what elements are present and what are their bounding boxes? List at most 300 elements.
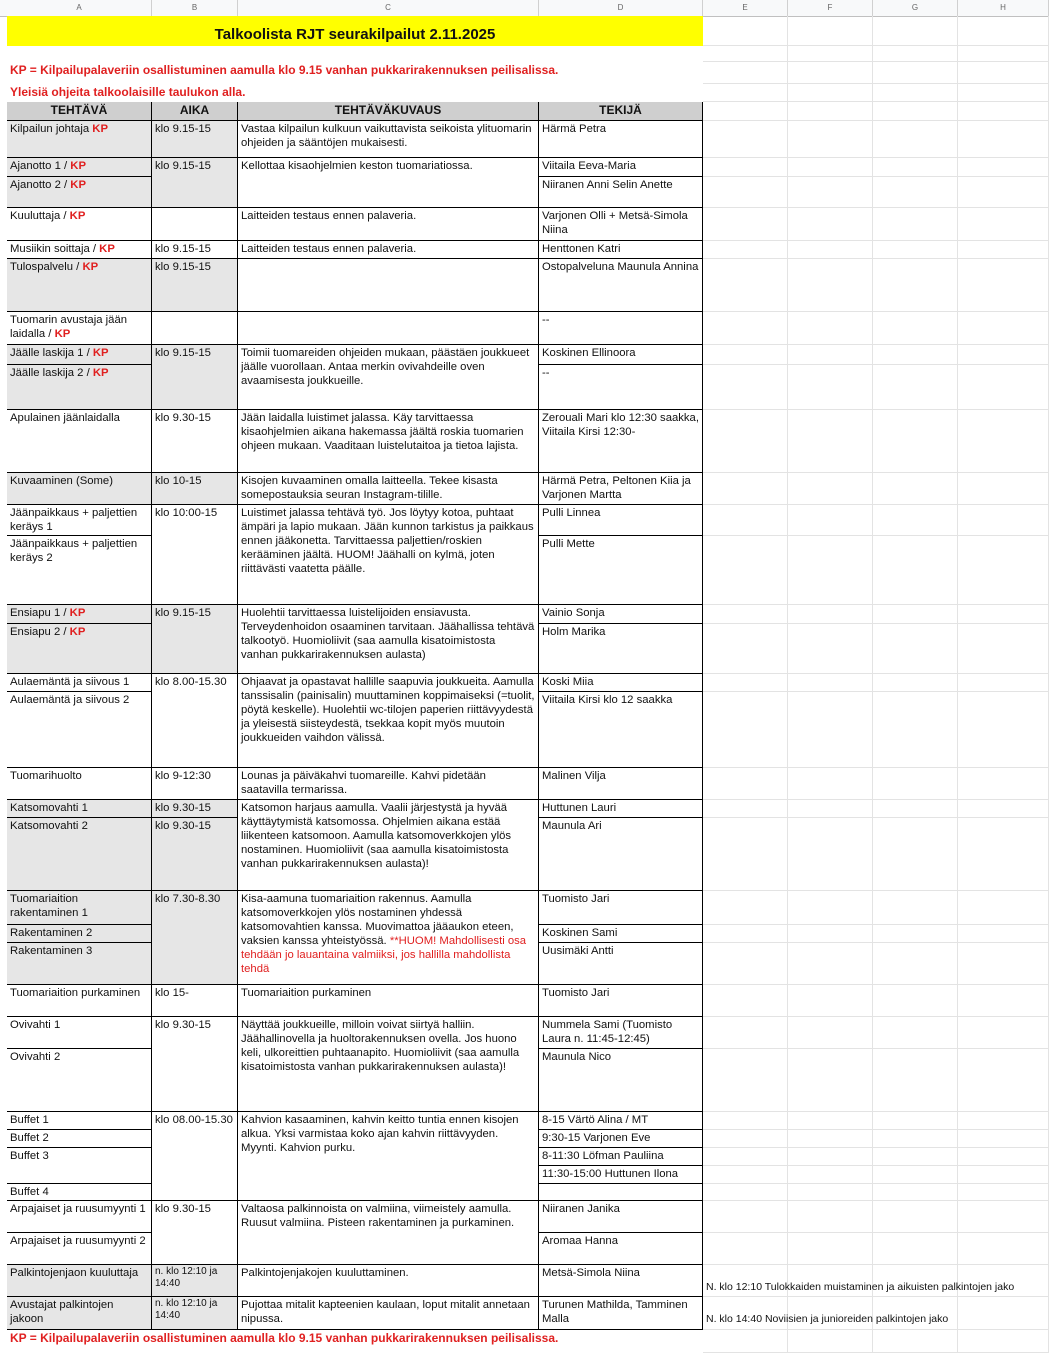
task-cell [7, 1233, 152, 1265]
empty-cell [958, 925, 1049, 943]
empty-cell [873, 46, 958, 62]
empty-cell [873, 674, 958, 692]
description-cell: Vastaa kilpailun kulkuun vaikuttavista seikoista ylituomarin ohjeiden ja sääntöjen mukaisesti. [238, 121, 539, 158]
doer-cell: Varjonen Olli + Metsä-Simola Niina [539, 208, 703, 241]
task-cell [7, 241, 152, 259]
task-name: Buffet 4 [10, 1186, 49, 1198]
empty-cell [788, 505, 873, 536]
empty-cell [958, 624, 1049, 674]
task-cell [7, 177, 152, 208]
doer-cell: 8-15 Värtö Alina / MT [539, 1112, 703, 1130]
empty-cell [788, 692, 873, 768]
kp-marker: KP [92, 367, 109, 379]
task-name: Ajanotto 2 / [10, 179, 68, 191]
description-cell: Jään laidalla luistimet jalassa. Käy tarvittaessa kisaohjelmien aikana hakemassa jäältä roskia tuomarien ohjeen mukaan. Vaaditaan luistelutaitoa ja tietoa lajista. [238, 410, 539, 473]
empty-cell [958, 1184, 1049, 1201]
empty-cell [788, 943, 873, 985]
doer-cell: -- [539, 312, 703, 345]
empty-cell [703, 1166, 788, 1184]
time-cell: klo 9.15-15 [152, 158, 238, 208]
empty-cell [788, 624, 873, 674]
task-cell [7, 345, 152, 365]
empty-cell [788, 818, 873, 891]
empty-cell [788, 1233, 873, 1265]
empty-cell [958, 410, 1049, 473]
empty-cell [958, 102, 1049, 121]
task-name: Rakentaminen 2 [10, 927, 93, 939]
column-header-a[interactable]: A [7, 0, 152, 16]
kp-marker: KP [92, 123, 108, 135]
doer-cell: Pulli Mette [539, 536, 703, 605]
doer-cell: 11:30-15:00 Huttunen Ilona [539, 1166, 703, 1184]
time-cell: klo 15- [152, 985, 238, 1017]
empty-cell [958, 121, 1049, 158]
empty-cell [958, 1112, 1049, 1130]
time-cell: klo 7.30-8.30 [152, 891, 238, 985]
time-cell: n. klo 12:10 ja 14:40 [152, 1265, 238, 1297]
doer-cell: Tuomisto Jari [539, 985, 703, 1017]
empty-cell [703, 102, 788, 121]
task-cell [7, 624, 152, 674]
kp-notice-top: KP = Kilpailupalaveriin osallistuminen aamulla klo 9.15 vanhan pukkarirakennuksen peilisalissa. [10, 63, 559, 77]
kp-marker: KP [69, 210, 86, 222]
doer-cell: 8-11:30 Löfman Pauliina [539, 1148, 703, 1166]
empty-cell [873, 177, 958, 208]
description-cell: Kisojen kuvaaminen omalla laitteella. Tekee kisasta somepostauksia seuran Instagram-tilille. [238, 473, 539, 505]
empty-cell [703, 1184, 788, 1201]
empty-cell [788, 1130, 873, 1148]
column-header-h[interactable]: H [958, 0, 1049, 16]
empty-cell [873, 1201, 958, 1233]
empty-cell [703, 259, 788, 312]
empty-cell [788, 16, 873, 46]
task-name: Ajanotto 1 / [10, 160, 68, 172]
empty-cell [703, 158, 788, 177]
empty-cell [703, 800, 788, 818]
empty-cell [958, 62, 1049, 84]
doer-cell: -- [539, 365, 703, 410]
time-cell: klo 9.30-15 [152, 818, 238, 891]
empty-cell [958, 177, 1049, 208]
task-cell [7, 312, 152, 345]
empty-cell [703, 624, 788, 674]
empty-cell [788, 62, 873, 84]
column-header-d[interactable]: D [539, 0, 703, 16]
empty-cell [958, 312, 1049, 345]
empty-cell [958, 1148, 1049, 1166]
column-header-c[interactable]: C [238, 0, 539, 16]
empty-cell [958, 674, 1049, 692]
doer-cell: Pulli Linnea [539, 505, 703, 536]
task-name: Aulaemäntä ja siivous 2 [10, 694, 130, 706]
time-cell: klo 10:00-15 [152, 505, 238, 605]
time-cell: klo 9.30-15 [152, 1201, 238, 1265]
empty-cell [958, 800, 1049, 818]
empty-cell [873, 345, 958, 365]
doer-cell [539, 1184, 703, 1201]
task-cell [7, 410, 152, 473]
empty-cell [873, 84, 958, 102]
empty-cell [788, 1148, 873, 1166]
empty-cell [958, 345, 1049, 365]
task-cell [7, 208, 152, 241]
task-cell [7, 943, 152, 985]
task-cell [7, 259, 152, 312]
empty-cell [703, 985, 788, 1017]
empty-cell [873, 1130, 958, 1148]
empty-cell [703, 692, 788, 768]
empty-cell [703, 536, 788, 605]
empty-cell [788, 891, 873, 925]
header-doer: TEKIJÄ [539, 102, 703, 121]
empty-cell [788, 473, 873, 505]
empty-cell [873, 1112, 958, 1130]
time-cell: klo 9-12:30 [152, 768, 238, 800]
empty-cell [958, 505, 1049, 536]
empty-cell [788, 208, 873, 241]
time-cell [152, 312, 238, 345]
doer-cell: Vainio Sonja [539, 605, 703, 624]
doer-cell: Huttunen Lauri [539, 800, 703, 818]
empty-cell [788, 177, 873, 208]
kp-marker: KP [54, 328, 71, 340]
empty-cell [873, 1049, 958, 1112]
doer-cell: 9:30-15 Varjonen Eve [539, 1130, 703, 1148]
task-name: Katsomovahti 2 [10, 820, 88, 832]
empty-cell [873, 102, 958, 121]
empty-cell [873, 1166, 958, 1184]
description-cell: Laitteiden testaus ennen palaveria. [238, 241, 539, 259]
empty-cell [703, 925, 788, 943]
description-cell: Laitteiden testaus ennen palaveria. [238, 208, 539, 241]
doer-cell: Aromaa Hanna [539, 1233, 703, 1265]
header-time: AIKA [152, 102, 238, 121]
task-name: Buffet 2 [10, 1132, 49, 1144]
task-cell [7, 1112, 152, 1130]
empty-cell [703, 605, 788, 624]
empty-cell [873, 1148, 958, 1166]
empty-cell [958, 1130, 1049, 1148]
doer-cell: Metsä-Simola Niina [539, 1265, 703, 1297]
empty-cell [958, 605, 1049, 624]
column-header-b[interactable]: B [152, 0, 238, 16]
empty-cell [958, 259, 1049, 312]
empty-cell [873, 208, 958, 241]
description-cell: Katsomon harjaus aamulla. Vaalii järjestystä ja hyvää käyttäytymistä katsomossa. Ohjelmien aikana estää liikenteen katsomoon. Aamulla katsomoverkkojen ylös nostaminen. Huomioliivit (saa aamulla kisatoimistosta vanhan pukkarirakennuksen aulasta)! [238, 800, 539, 891]
empty-cell [873, 818, 958, 891]
empty-cell [703, 891, 788, 925]
empty-cell [703, 1233, 788, 1265]
empty-cell [788, 1112, 873, 1130]
task-name: Tuomarin avustaja jään laidalla / [10, 314, 128, 340]
task-name: Jäälle laskija 1 / [10, 347, 90, 359]
task-name: Rakentaminen 3 [10, 945, 93, 957]
task-cell [7, 925, 152, 943]
description-cell: Pujottaa mitalit kapteenien kaulaan, loput mitalit annetaan nipussa. [238, 1297, 539, 1330]
time-cell: klo 9.30-15 [152, 410, 238, 473]
time-cell: klo 9.15-15 [152, 259, 238, 312]
task-cell [7, 1201, 152, 1233]
task-cell [7, 1297, 152, 1330]
empty-cell [703, 1330, 788, 1353]
task-cell [7, 1130, 152, 1148]
doer-cell: Tuomisto Jari [539, 891, 703, 925]
task-cell [7, 674, 152, 692]
empty-cell [788, 46, 873, 62]
kp-marker: KP [92, 347, 109, 359]
empty-cell [703, 768, 788, 800]
task-cell [7, 800, 152, 818]
empty-cell [703, 46, 788, 62]
empty-cell [873, 62, 958, 84]
task-name: Katsomovahti 1 [10, 802, 88, 814]
task-cell [7, 1148, 152, 1184]
empty-cell [703, 121, 788, 158]
red-warning-note: **HUOM! Mahdollisesti osa tehdään jo lauantaina valmiiksi, jos hallilla mahdollista tehdä [241, 935, 527, 975]
empty-cell [703, 1112, 788, 1130]
time-cell: klo 8.00-15.30 [152, 674, 238, 768]
task-cell [7, 536, 152, 605]
task-cell [7, 891, 152, 925]
description-cell: Palkintojenjakojen kuuluttaminen. [238, 1265, 539, 1297]
page-title: Talkoolista RJT seurakilpailut 2.11.2025 [7, 16, 703, 46]
kp-marker: KP [99, 243, 115, 255]
description-cell: Kellottaa kisaohjelmien keston tuomariatiossa. [238, 158, 539, 208]
header-task: TEHTÄVÄ [7, 102, 152, 121]
task-name: Musiikin soittaja / [10, 243, 97, 255]
task-name: Avustajat palkintojen jakoon [10, 1299, 114, 1325]
empty-cell [958, 473, 1049, 505]
time-cell: klo 9.30-15 [152, 800, 238, 818]
empty-cell [788, 410, 873, 473]
empty-cell [788, 1049, 873, 1112]
task-cell [7, 692, 152, 768]
doer-cell: Zerouali Mari klo 12:30 saakka, Viitaila Kirsi 12:30- [539, 410, 703, 473]
empty-cell [958, 84, 1049, 102]
kp-marker: KP [70, 179, 86, 191]
task-name: Kuvaaminen (Some) [10, 475, 113, 487]
empty-cell [703, 241, 788, 259]
empty-cell [958, 1330, 1049, 1353]
empty-cell [958, 818, 1049, 891]
empty-cell [788, 259, 873, 312]
empty-cell [958, 1017, 1049, 1049]
doer-cell: Ostopalveluna Maunula Annina [539, 259, 703, 312]
empty-cell [788, 158, 873, 177]
column-header-f[interactable]: F [788, 0, 873, 16]
empty-cell [703, 410, 788, 473]
description-cell: Luistimet jalassa tehtävä työ. Jos löytyy kotoa, puhtaat ämpäri ja lapio mukaan. Jään kunnon tarkistus ja paikkaus ennen jääkonetta. Tarvittaessa paljettien/roskien kerääminen jäältä. HUOM! Jäähalli on kylmä, joten riittävästi vaatetta päälle. [238, 505, 539, 605]
empty-cell [873, 16, 958, 46]
empty-cell [958, 1201, 1049, 1233]
empty-cell [873, 605, 958, 624]
time-cell: klo 9.15-15 [152, 121, 238, 158]
doer-cell: Härmä Petra [539, 121, 703, 158]
empty-cell [703, 16, 788, 46]
empty-cell [873, 505, 958, 536]
description-cell: Valtaosa palkinnoista on valmiina, viimeistely aamulla. Ruusut valmiina. Pisteen rakentaminen ja purkaminen. [238, 1201, 539, 1265]
task-name: Tuomariaition rakentaminen 1 [10, 893, 88, 919]
doer-cell: Maunula Ari [539, 818, 703, 891]
task-name: Kuuluttaja / [10, 210, 67, 222]
task-name: Buffet 3 [10, 1150, 49, 1162]
time-cell: klo 10-15 [152, 473, 238, 505]
empty-cell [703, 505, 788, 536]
empty-cell [873, 1184, 958, 1201]
time-cell: klo 08.00-15.30 [152, 1112, 238, 1201]
description-cell: Lounas ja päiväkahvi tuomareille. Kahvi pidetään saatavilla termarissa. [238, 768, 539, 800]
empty-cell [873, 259, 958, 312]
empty-cell [873, 768, 958, 800]
kp-marker: KP [70, 160, 86, 172]
empty-cell [958, 241, 1049, 259]
doer-cell: Koskinen Ellinoora [539, 345, 703, 365]
column-header-e[interactable]: E [703, 0, 788, 16]
time-cell: klo 9.15-15 [152, 241, 238, 259]
task-cell [7, 985, 152, 1017]
empty-cell [703, 1130, 788, 1148]
doer-cell: Niiranen Janika [539, 1201, 703, 1233]
kp-marker: KP [69, 626, 86, 638]
doer-cell: Niiranen Anni Selin Anette [539, 177, 703, 208]
empty-cell [703, 473, 788, 505]
doer-cell: Holm Marika [539, 624, 703, 674]
time-cell: n. klo 12:10 ja 14:40 [152, 1297, 238, 1330]
empty-cell [958, 1166, 1049, 1184]
empty-cell [788, 84, 873, 102]
time-cell [152, 208, 238, 241]
task-name: Apulainen jäänlaidalla [10, 412, 120, 424]
task-cell [7, 818, 152, 891]
empty-cell [703, 312, 788, 345]
empty-cell [788, 925, 873, 943]
task-name: Kilpailun johtaja [10, 123, 90, 135]
empty-cell [788, 312, 873, 345]
kp-marker: KP [82, 261, 99, 273]
empty-cell [873, 624, 958, 674]
kp-notice-bottom: KP = Kilpailupalaveriin osallistuminen aamulla klo 9.15 vanhan pukkarirakennuksen peilisalissa. [10, 1331, 559, 1345]
task-cell [7, 1049, 152, 1112]
empty-cell [703, 62, 788, 84]
empty-cell [958, 768, 1049, 800]
empty-cell [958, 1233, 1049, 1265]
empty-cell [873, 692, 958, 768]
task-cell [7, 158, 152, 177]
task-name: Ensiapu 2 / [10, 626, 67, 638]
empty-cell [788, 768, 873, 800]
task-name: Tulospalvelu / [10, 261, 80, 273]
side-note-2: N. klo 14:40 Noviisien ja junioreiden palkintojen jako [706, 1313, 949, 1325]
empty-cell [703, 1148, 788, 1166]
description-cell: Ohjaavat ja opastavat hallille saapuvia joukkueita. Aamulla tanssisalin (painisalin) muuttaminen koppimaiseksi (=tuolit, pöytä keskelle). Huolehtii wc-tilojen paperien riittävyydestä ja yleisestä siisteydestä, tsekkaa kopit myös muutoin joukkueiden vaihdon välissä. [238, 674, 539, 768]
empty-cell [873, 121, 958, 158]
empty-cell [788, 674, 873, 692]
task-cell [7, 473, 152, 505]
doer-cell: Henttonen Katri [539, 241, 703, 259]
doer-cell: Uusimäki Antti [539, 943, 703, 985]
empty-cell [703, 365, 788, 410]
empty-cell [788, 800, 873, 818]
task-cell [7, 768, 152, 800]
empty-cell [873, 1017, 958, 1049]
empty-cell [788, 102, 873, 121]
empty-cell [873, 985, 958, 1017]
empty-cell [873, 312, 958, 345]
empty-cell [873, 943, 958, 985]
task-cell [7, 605, 152, 624]
empty-cell [873, 800, 958, 818]
doer-cell: Viitaila Kirsi klo 12 saakka [539, 692, 703, 768]
empty-cell [958, 536, 1049, 605]
task-name: Jäänpaikkaus + paljettien keräys 2 [10, 538, 138, 564]
description-cell: Kahvion kasaaminen, kahvin keitto tuntia ennen kisojen alkua. Yksi varmistaa koko ajan kahvin riittävyyden. Myynti. Kahvion purku. [238, 1112, 539, 1201]
empty-cell [958, 208, 1049, 241]
empty-cell [873, 1330, 958, 1353]
task-name: Jäälle laskija 2 / [10, 367, 90, 379]
empty-cell [788, 1201, 873, 1233]
description-cell: Näyttää joukkueille, milloin voivat siirtyä halliin. Jäähallinovella ja huoltorakennuksen ovella. Jos huono keli, ulkoreittien puhtaanapito. Huomioliivit (saa aamulla kisatoimistosta vanhan pukkarirakennuksen aulasta)! [238, 1017, 539, 1112]
description-cell [238, 259, 539, 312]
empty-cell [958, 46, 1049, 62]
doer-cell: Viitaila Eeva-Maria [539, 158, 703, 177]
doer-cell: Turunen Mathilda, Tamminen Malla [539, 1297, 703, 1330]
empty-cell [873, 473, 958, 505]
empty-cell [873, 891, 958, 925]
doer-cell: Maunula Nico [539, 1049, 703, 1112]
task-cell [7, 1017, 152, 1049]
description-cell [238, 312, 539, 345]
empty-cell [788, 365, 873, 410]
empty-cell [958, 985, 1049, 1017]
empty-cell [873, 536, 958, 605]
task-name: Jäänpaikkaus + paljettien keräys 1 [10, 507, 138, 533]
empty-cell [873, 1233, 958, 1265]
empty-cell [873, 365, 958, 410]
empty-cell [703, 818, 788, 891]
task-name: Aulaemäntä ja siivous 1 [10, 676, 130, 688]
column-header-g[interactable]: G [873, 0, 958, 16]
description-cell: Kisa-aamuna tuomariaition rakennus. Aamulla katsomoverkkojen ylös nostaminen yhdessä katsomovahtien kanssa. Muovimattoa jääaukon eteen, vaksien kanssa yhteistyössä. **HUOM! Mahdollisesti osa tehdään jo lauantaina valmiiksi, jos hallilla mahdollista tehdä [238, 891, 539, 985]
task-name: Palkintojenjaon kuuluttaja [10, 1267, 139, 1279]
task-name: Tuomarihuolto [10, 770, 82, 782]
empty-cell [703, 177, 788, 208]
empty-cell [958, 158, 1049, 177]
task-cell [7, 1184, 152, 1201]
empty-cell [788, 536, 873, 605]
empty-cell [788, 241, 873, 259]
empty-cell [958, 692, 1049, 768]
header-description: TEHTÄVÄKUVAUS [238, 102, 539, 121]
task-cell [7, 365, 152, 410]
empty-cell [703, 1201, 788, 1233]
empty-cell [958, 943, 1049, 985]
description-cell: Tuomariaition purkaminen [238, 985, 539, 1017]
column-header-bar [0, 0, 1049, 17]
task-name: Buffet 1 [10, 1114, 49, 1126]
task-cell [7, 1265, 152, 1297]
doer-cell: Malinen Vilja [539, 768, 703, 800]
empty-cell [703, 345, 788, 365]
time-cell: klo 9.15-15 [152, 605, 238, 674]
time-cell: klo 9.30-15 [152, 1017, 238, 1112]
empty-cell [703, 208, 788, 241]
empty-cell [873, 925, 958, 943]
task-name: Tuomariaition purkaminen [10, 987, 141, 999]
empty-cell [788, 345, 873, 365]
description-cell: Toimii tuomareiden ohjeiden mukaan, päästäen joukkueet jäälle vuorollaan. Antaa merkin ovivahdeille oven avaamisesta joukkueille. [238, 345, 539, 410]
task-cell [7, 505, 152, 536]
empty-cell [873, 410, 958, 473]
